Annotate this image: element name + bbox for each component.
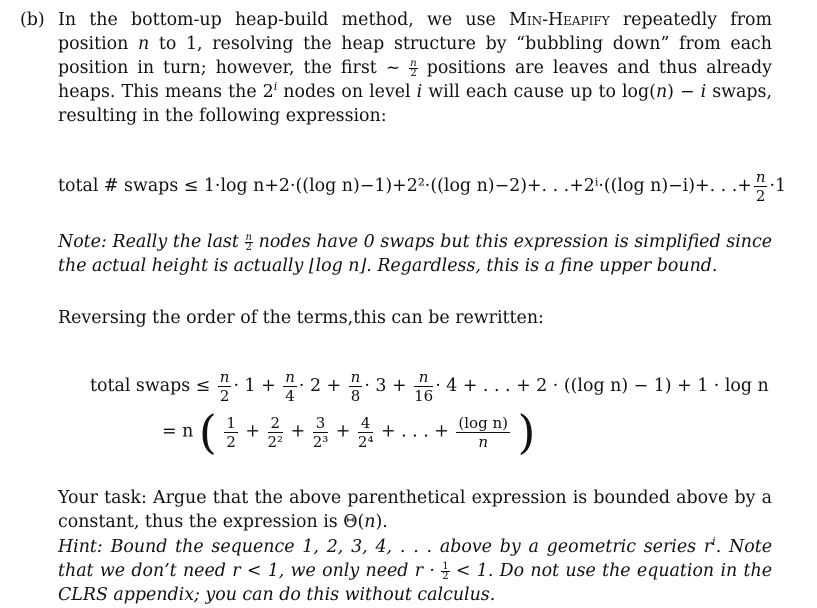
- note-paragraph: [58, 230, 772, 278]
- min-heapify-name: Min-Heapify: [509, 10, 610, 30]
- equation-total-swaps: [58, 168, 786, 205]
- fraction-3-over-2cube: $\frac{3}{\text{2³}}$: [312, 413, 329, 451]
- var-i: i: [700, 82, 707, 102]
- task-text-2: ).: [375, 512, 388, 532]
- reverse-sentence: Reversing the order of the terms,this can be rewritten:: [58, 308, 544, 328]
- equation-parenthetical: = n ( $\frac{1}{2}$ + $\frac{2}{\text{2²}}$ + $\frac{3}{\text{2³}}$ + $\frac{4}{\text{2⁴}}$ + . . . + $\frac{\text{(log n)}}{n}$ ): [162, 405, 536, 459]
- term-4-and-rest: · 4 + . . . + 2 · ((log n) − 1) + 1 · log n: [435, 376, 769, 396]
- fraction-1-over-2: $\frac{1}{2}$: [442, 561, 449, 582]
- fraction-n-over-16: $\frac{n}{16}$: [414, 368, 434, 405]
- fraction-n-over-4: $\frac{n}{4}$: [285, 368, 295, 405]
- equation-3-dots: + . . . +: [381, 421, 449, 442]
- hint-text-3: < 1. Do not use the equation in the CLRS appendix; you can do this without calculus.: [58, 561, 772, 605]
- fraction-1-over-2: $\frac{1}{2}$: [226, 413, 236, 451]
- intro-text-2: repeatedly from position: [58, 10, 772, 54]
- fraction-n-over-2: $\frac{n}{2}$: [245, 232, 252, 253]
- hint-text-1: Hint: Bound the sequence 1, 2, 3, 4, . . . above by a geometric series r: [58, 537, 713, 557]
- note-text-1: Note: Really the last: [58, 232, 245, 252]
- hint-paragraph: [58, 535, 772, 607]
- left-paren: (: [198, 405, 217, 459]
- intro-text-6: will each cause up to log(: [422, 82, 656, 102]
- equation-reversed-sum: [90, 368, 769, 405]
- fraction-n-over-8: $\frac{n}{8}$: [350, 368, 361, 405]
- intro-text-3: to 1, resolving the heap structure by “bubbling down” from each position in turn; however, the first ~: [58, 34, 772, 78]
- term-3: · 3 +: [364, 376, 407, 396]
- fraction-n-over-2: $\frac{n}{2}$: [219, 368, 230, 405]
- var-n: n: [364, 512, 376, 532]
- term-1: · 1 +: [233, 376, 276, 396]
- intro-paragraph: [58, 8, 772, 128]
- intro-text-4: positions are leaves and thus already heaps. This means the 2: [58, 58, 772, 102]
- intro-text-1: In the bottom-up heap-build method, we use: [58, 10, 510, 30]
- fraction-n-over-2: $\frac{n}{2}$: [410, 58, 417, 79]
- equation-1-fraction: $\frac{n}{2}$: [755, 168, 766, 205]
- equation-2-lhs: total swaps ≤: [90, 376, 211, 396]
- term-2: · 2 +: [298, 376, 342, 396]
- intro-text-5: nodes on level: [277, 82, 417, 102]
- fraction-2-over-2sq: $\frac{2}{\text{2²}}$: [267, 413, 284, 451]
- var-n: n: [137, 34, 150, 54]
- task-text-1: Your task: Argue that the above parenthetical expression is bounded above by a constant, thus the expression is Θ(: [58, 488, 772, 532]
- task-paragraph: [58, 486, 772, 534]
- equation-1-body: total # swaps ≤ 1·log n+2·((log n)−1)+2²·((log n)−2)+. . .+2ⁱ·((log n)−i)+. . .+: [58, 176, 752, 196]
- equation-3-lhs: = n: [162, 421, 194, 442]
- var-i: i: [416, 82, 423, 102]
- fraction-4-over-2pow4: $\frac{4}{\text{2⁴}}$: [357, 413, 374, 451]
- intro-text-7: ) −: [667, 82, 701, 102]
- fraction-logn-over-n: $\frac{\text{(log n)}}{n}$: [458, 413, 508, 451]
- hint-text-2: . Note that we don’t need r < 1, we only need r ·: [58, 537, 772, 581]
- equation-1-tail: ·1: [769, 176, 787, 196]
- exp-i: i: [712, 535, 716, 549]
- intro-text-8: swaps, resulting in the following expression:: [58, 82, 772, 126]
- part-label: (b): [20, 10, 45, 30]
- note-text-2: nodes have 0 swaps but this expression is simplified since the actual height is actually ⌊log n⌋. Regardless, this is a fine upper bound.: [58, 232, 772, 276]
- var-n: n: [655, 82, 668, 102]
- right-paren: ): [517, 405, 536, 459]
- exp-i: i: [273, 80, 278, 94]
